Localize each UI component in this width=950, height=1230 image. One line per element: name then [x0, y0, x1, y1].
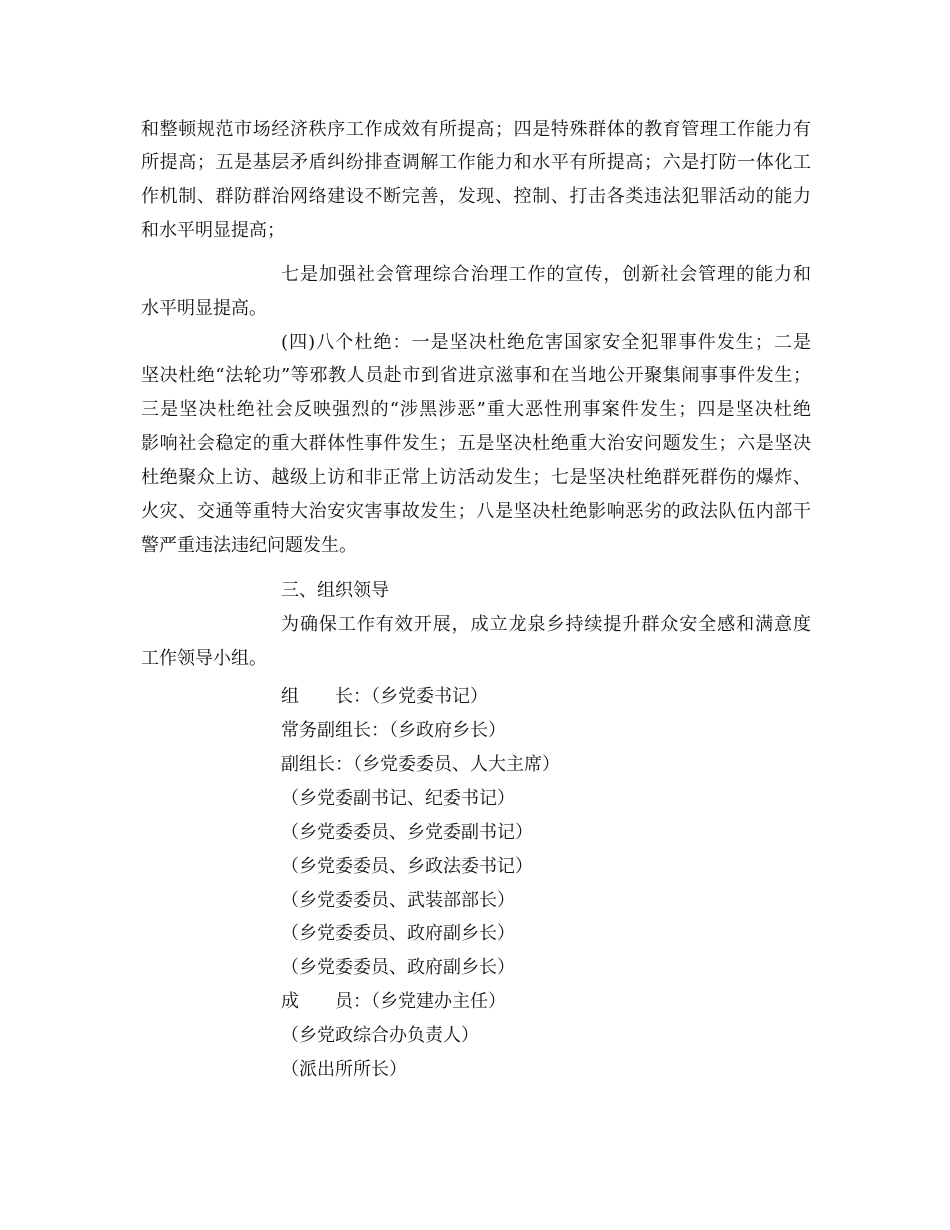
para3-line-4: 影响社会稳定的重大群体性事件发生；五是坚决杜绝重大治安问题发生；六是坚决 — [141, 433, 811, 454]
roster-member-3: （派出所所长） — [281, 1059, 407, 1080]
roster-leader: 组 长：（乡党委书记） — [281, 686, 488, 707]
para1-line-4: 和水平明显提高； — [141, 220, 285, 241]
section-heading: 三、组织领导 — [281, 580, 389, 601]
roster-deputy-6: （乡党委委员、政府副乡长） — [281, 923, 515, 944]
para4-line-2: 工作领导小组。 — [141, 648, 267, 669]
para3-line-5: 杜绝聚众上访、越级上访和非正常上访活动发生；七是坚决杜绝群死群伤的爆炸、 — [141, 467, 811, 488]
para3-line-7: 警严重违法违纪问题发生。 — [141, 535, 357, 556]
roster-member: 成 员：（乡党建办主任） — [281, 991, 506, 1012]
para3-line-1: (四)八个杜绝：一是坚决杜绝危害国家安全犯罪事件发生；二是 — [281, 332, 811, 353]
roster-deputy-3: （乡党委委员、乡党委副书记） — [281, 822, 533, 843]
para2-line-2: 水平明显提高。 — [141, 298, 267, 319]
para1-line-2: 所提高；五是基层矛盾纠纷排查调解工作能力和水平有所提高；六是打防一体化工 — [141, 152, 811, 173]
para1-line-1: 和整顿规范市场经济秩序工作成效有所提高；四是特殊群体的教育管理工作能力有 — [141, 119, 811, 140]
roster-deputy-5: （乡党委委员、武装部部长） — [281, 890, 515, 911]
para4-line-1: 为确保工作有效开展，成立龙泉乡持续提升群众安全感和满意度 — [281, 614, 811, 635]
para3-line-3: 三是坚决杜绝社会反映强烈的“涉黑涉恶”重大恶性刑事案件发生；四是坚决杜绝 — [141, 399, 811, 420]
para3-line-2: 坚决杜绝“法轮功”等邪教人员赴市到省进京滋事和在当地公开聚集闹事事件发生； — [141, 365, 811, 386]
roster-deputy: 副组长：（乡党委委员、人大主席） — [281, 754, 560, 775]
roster-executive-deputy: 常务副组长：（乡政府乡长） — [281, 720, 506, 741]
roster-deputy-4: （乡党委委员、乡政法委书记） — [281, 856, 533, 877]
roster-member-2: （乡党政综合办负责人） — [281, 1025, 479, 1046]
para2-line-1: 七是加强社会管理综合治理工作的宣传，创新社会管理的能力和 — [281, 264, 811, 285]
roster-deputy-2: （乡党委副书记、纪委书记） — [281, 788, 515, 809]
para1-line-3: 作机制、群防群治网络建设不断完善，发现、控制、打击各类违法犯罪活动的能力 — [141, 186, 811, 207]
para3-line-6: 火灾、交通等重特大治安灾害事故发生；八是坚决杜绝影响恶劣的政法队伍内部干 — [141, 501, 811, 522]
roster-deputy-7: （乡党委委员、政府副乡长） — [281, 957, 515, 978]
